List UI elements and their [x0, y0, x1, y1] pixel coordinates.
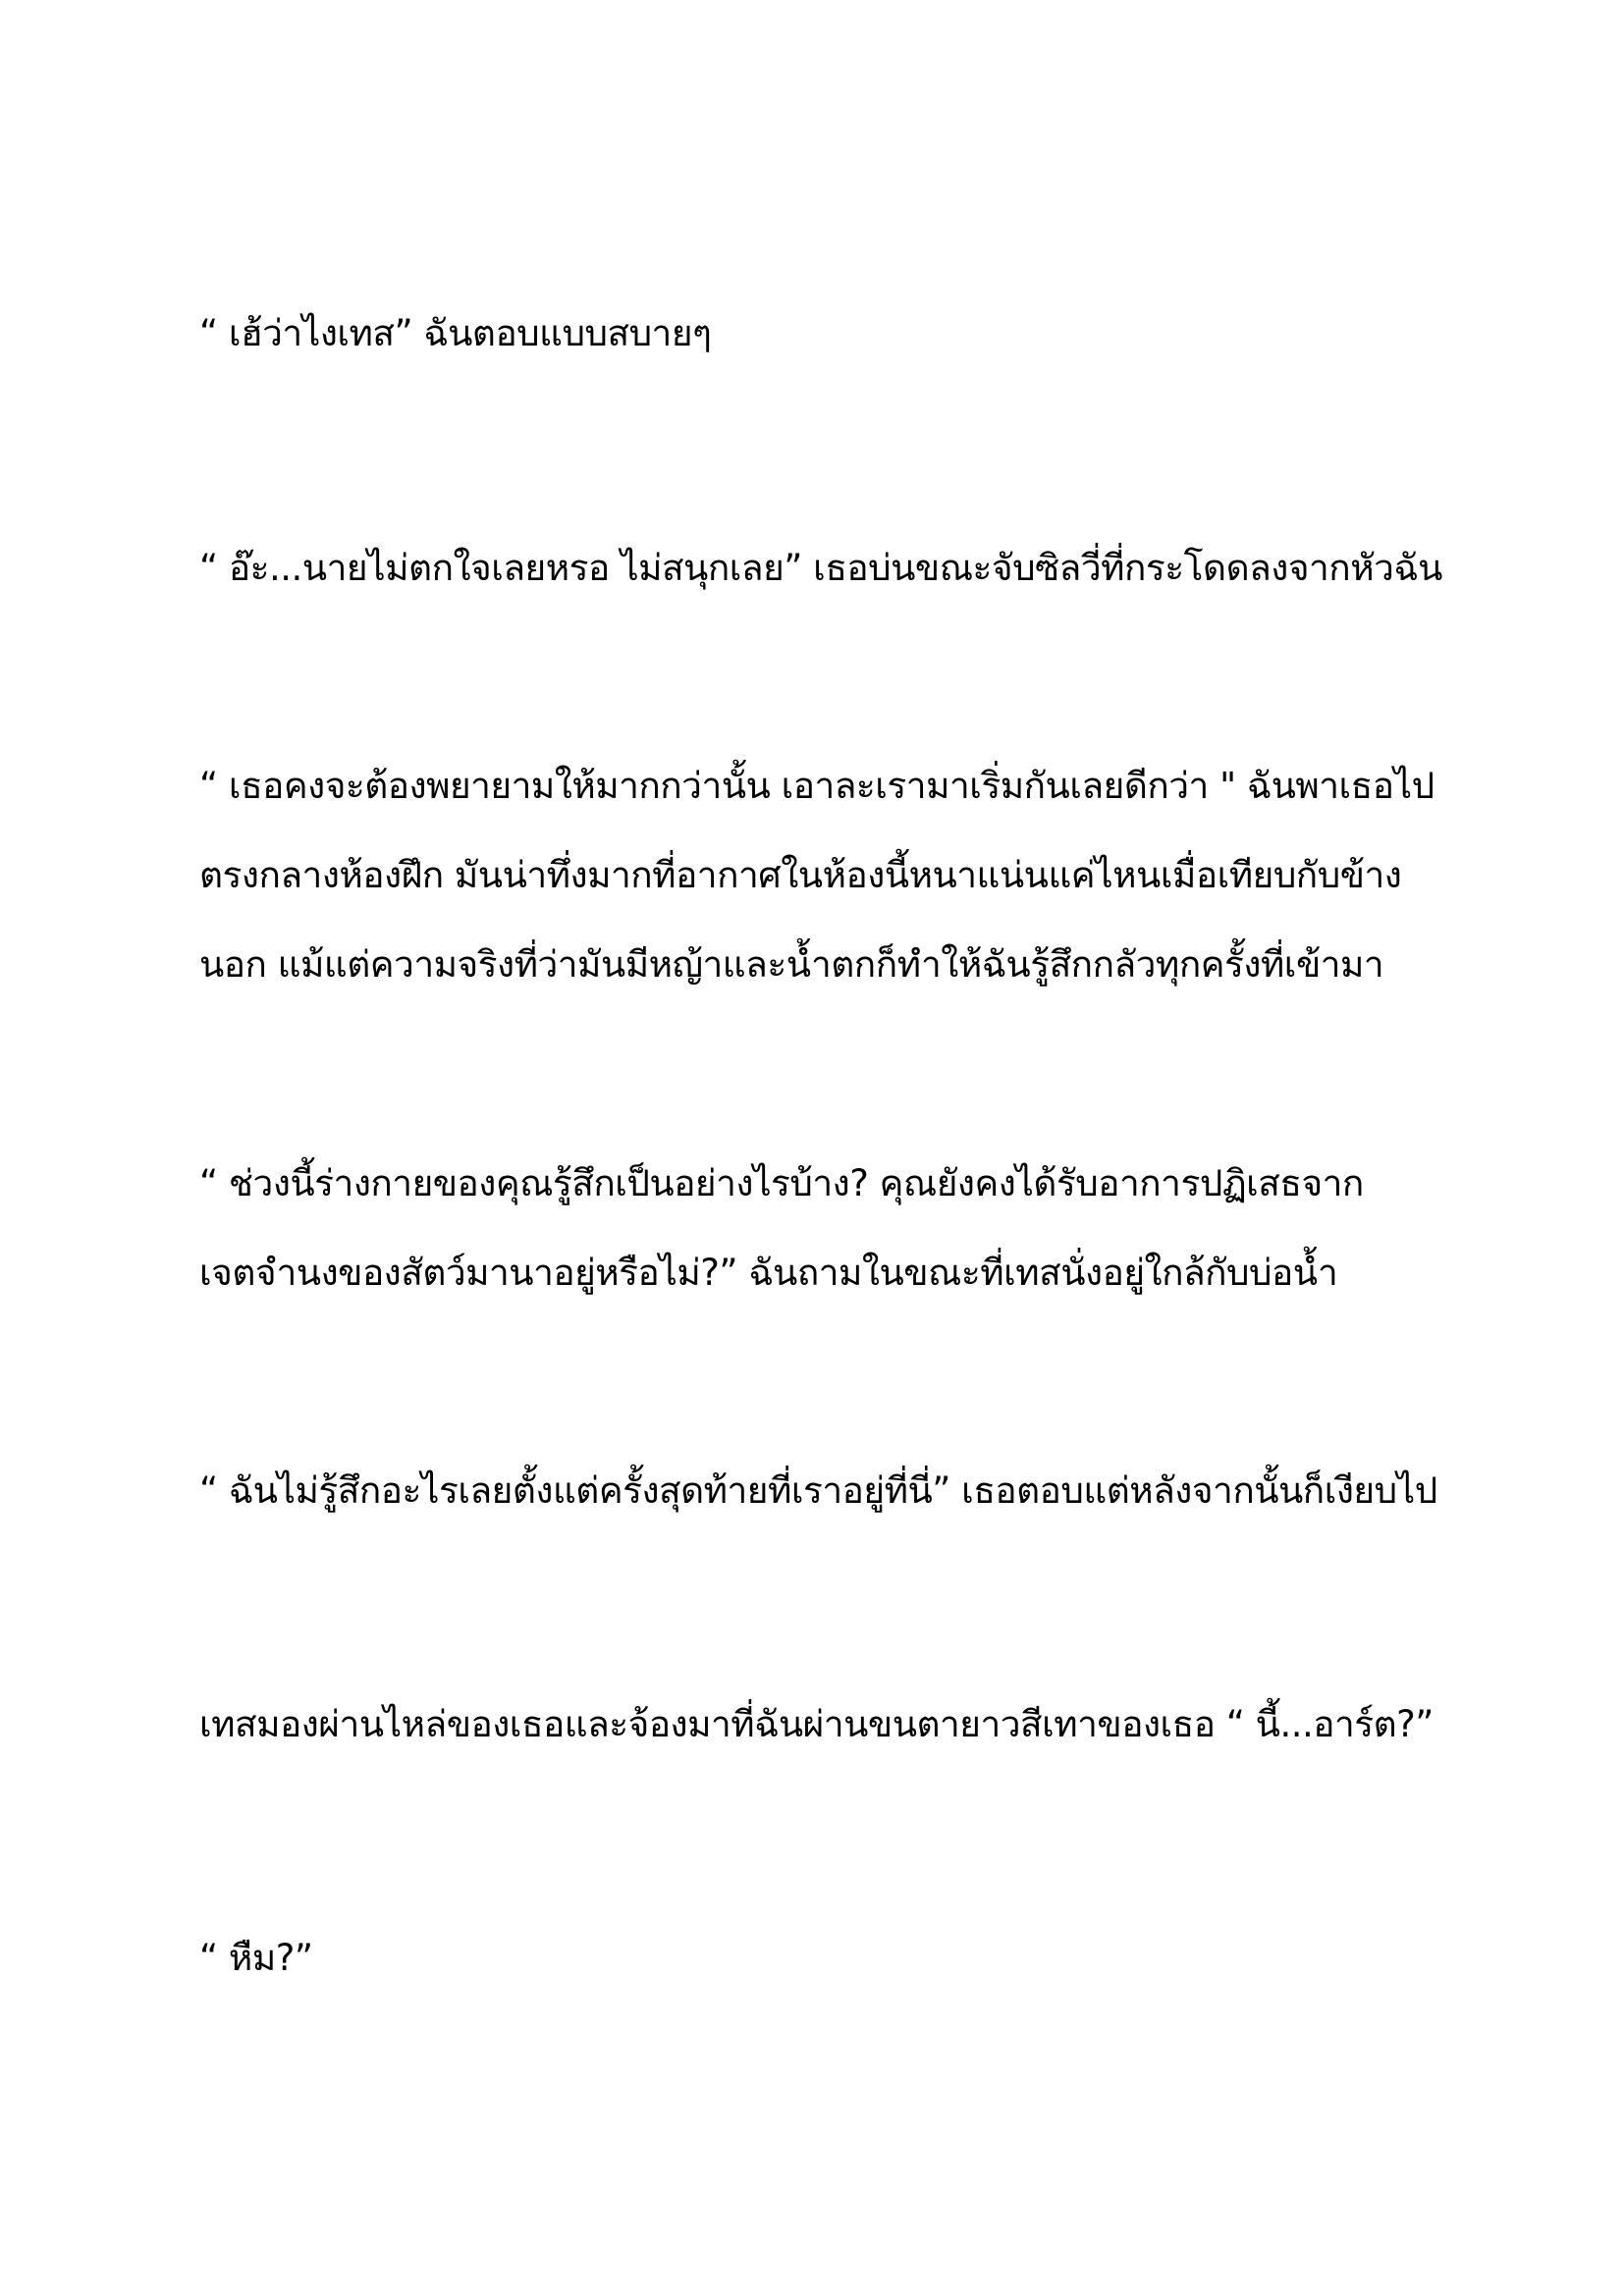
- paragraph-4-line-1: “ ช่วงนี้ร่างกายของคุณรู้สึกเป็นอย่างไรบ้าง? คุณยังคงได้รับอาการปฏิเสธจาก: [199, 1162, 1364, 1204]
- paragraph-1-line-1: “ เฮ้ว่าไงเทส” ฉันตอบแบบสบายๆ: [199, 312, 712, 354]
- paragraph-3-line-1: “ เธอคงจะต้องพยายามให้มากกว่านั้น เอาละเรามาเริ่มกันเลยดีกว่า " ฉันพาเธอไป: [199, 765, 1435, 807]
- paragraph-3-line-3: นอก แม้แต่ความจริงที่ว่ามันมีหญ้าและน้ำตกก็ทำให้ฉันรู้สึกกลัวทุกครั้งที่เข้ามา: [199, 943, 1384, 986]
- paragraph-2-line-1: “ อ๊ะ...นายไม่ตกใจเลยหรอ ไม่สนุกเลย” เธอบ่นขณะจับซิลวี่ที่กระโดดลงจากหัวฉัน: [199, 547, 1442, 589]
- paragraph-5-line-1: “ ฉันไม่รู้สึกอะไรเลยตั้งแต่ครั้งสุดท้ายที่เราอยู่ที่นี่” เธอตอบแต่หลังจากนั้นก็เงียบไป: [199, 1469, 1437, 1512]
- paragraph-7-line-1: “ หืม?”: [199, 1937, 313, 1979]
- paragraph-4-line-2: เจตจำนงของสัตว์มานาอยู่หรือไม่?” ฉันถามในขณะที่เทสนั่งอยู่ใกล้กับบ่อน้ำ: [199, 1252, 1338, 1294]
- paragraph-3-line-2: ตรงกลางห้องฝึก มันน่าทึ่งมากที่อากาศในห้องนี้หนาแน่นแค่ไหนเมื่อเทียบกับข้าง: [199, 854, 1402, 896]
- paragraph-6-line-1: เทสมองผ่านไหล่ของเธอและจ้องมาที่ฉันผ่านขนตายาวสีเทาของเธอ “ นี้...อาร์ต?”: [199, 1703, 1434, 1745]
